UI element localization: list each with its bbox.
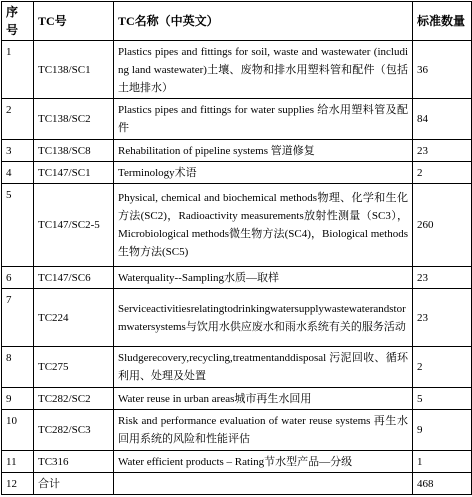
header-no: 序号 xyxy=(2,2,34,41)
header-tc: TC号 xyxy=(34,2,114,41)
row-no: 10 xyxy=(2,410,34,451)
row-name: Physical, chemical and biochemical methods物理、化学和生化方法(SC2)，Radioactivity measurements放射性测量（SC3），Microbiological methods微生物方法(SC4)，Biological methods生物方法(SC5) xyxy=(114,184,413,267)
row-tc: TC138/SC8 xyxy=(34,140,114,162)
row-tc: TC138/SC2 xyxy=(34,99,114,140)
total-no: 12 xyxy=(2,473,34,495)
row-count: 1 xyxy=(413,451,472,473)
row-name: Sludgerecovery,recycling,treatmentanddisposal 污泥回收、循环利用、处理及处置 xyxy=(114,347,413,388)
table-row xyxy=(2,289,472,347)
row-name: Plastics pipes and fittings for soil, waste and wastewater (including land wastewater)土壤、废物和排水用塑料管和配件（包括土地排水） xyxy=(114,41,413,99)
row-no: 6 xyxy=(2,267,34,289)
table-row xyxy=(2,41,472,99)
table-row xyxy=(2,99,472,140)
header-count: 标准数量 xyxy=(413,2,472,41)
table-row xyxy=(2,267,472,289)
row-count: 260 xyxy=(413,184,472,267)
table-row xyxy=(2,347,472,388)
table-row xyxy=(2,410,472,451)
row-count: 36 xyxy=(413,41,472,99)
row-tc: TC316 xyxy=(34,451,114,473)
total-label: 合计 xyxy=(34,473,114,495)
row-name: Waterquality--Sampling水质—取样 xyxy=(114,267,413,289)
row-name: Risk and performance evaluation of water reuse systems 再生水回用系统的风险和性能评估 xyxy=(114,410,413,451)
row-count: 23 xyxy=(413,140,472,162)
row-count: 23 xyxy=(413,267,472,289)
row-name: Serviceactivitiesrelatingtodrinkingwatersupplywastewaterandstormwatersystems与饮用水供应废水和雨水系统有关的服务活动 xyxy=(114,289,413,347)
row-count: 84 xyxy=(413,99,472,140)
row-name: Water reuse in urban areas城市再生水回用 xyxy=(114,388,413,410)
row-no: 4 xyxy=(2,162,34,184)
row-no: 7 xyxy=(2,289,34,347)
header-name: TC名称（中英文） xyxy=(114,2,413,41)
row-name: Rehabilitation of pipeline systems 管道修复 xyxy=(114,140,413,162)
table-row xyxy=(2,451,472,473)
row-tc: TC275 xyxy=(34,347,114,388)
row-no: 8 xyxy=(2,347,34,388)
row-count: 5 xyxy=(413,388,472,410)
table-row xyxy=(2,388,472,410)
row-no: 9 xyxy=(2,388,34,410)
row-tc: TC138/SC1 xyxy=(34,41,114,99)
row-count: 2 xyxy=(413,162,472,184)
row-tc: TC147/SC2-5 xyxy=(34,184,114,267)
row-no: 2 xyxy=(2,99,34,140)
row-tc: TC282/SC2 xyxy=(34,388,114,410)
standards-table xyxy=(1,1,472,495)
row-count: 9 xyxy=(413,410,472,451)
total-count: 468 xyxy=(413,473,472,495)
row-count: 2 xyxy=(413,347,472,388)
row-tc: TC282/SC3 xyxy=(34,410,114,451)
table-row xyxy=(2,162,472,184)
total-row xyxy=(2,473,472,495)
row-name: Plastics pipes and fittings for water supplies 给水用塑料管及配件 xyxy=(114,99,413,140)
row-name: Water efficient products – Rating节水型产品—分级 xyxy=(114,451,413,473)
row-no: 1 xyxy=(2,41,34,99)
total-empty-cell xyxy=(114,473,413,495)
row-tc: TC147/SC6 xyxy=(34,267,114,289)
row-no: 5 xyxy=(2,184,34,267)
table-row xyxy=(2,184,472,267)
table-row xyxy=(2,140,472,162)
row-no: 11 xyxy=(2,451,34,473)
row-count: 23 xyxy=(413,289,472,347)
table-header-row xyxy=(2,2,472,41)
row-no: 3 xyxy=(2,140,34,162)
row-tc: TC224 xyxy=(34,289,114,347)
row-tc: TC147/SC1 xyxy=(34,162,114,184)
row-name: Terminology术语 xyxy=(114,162,413,184)
